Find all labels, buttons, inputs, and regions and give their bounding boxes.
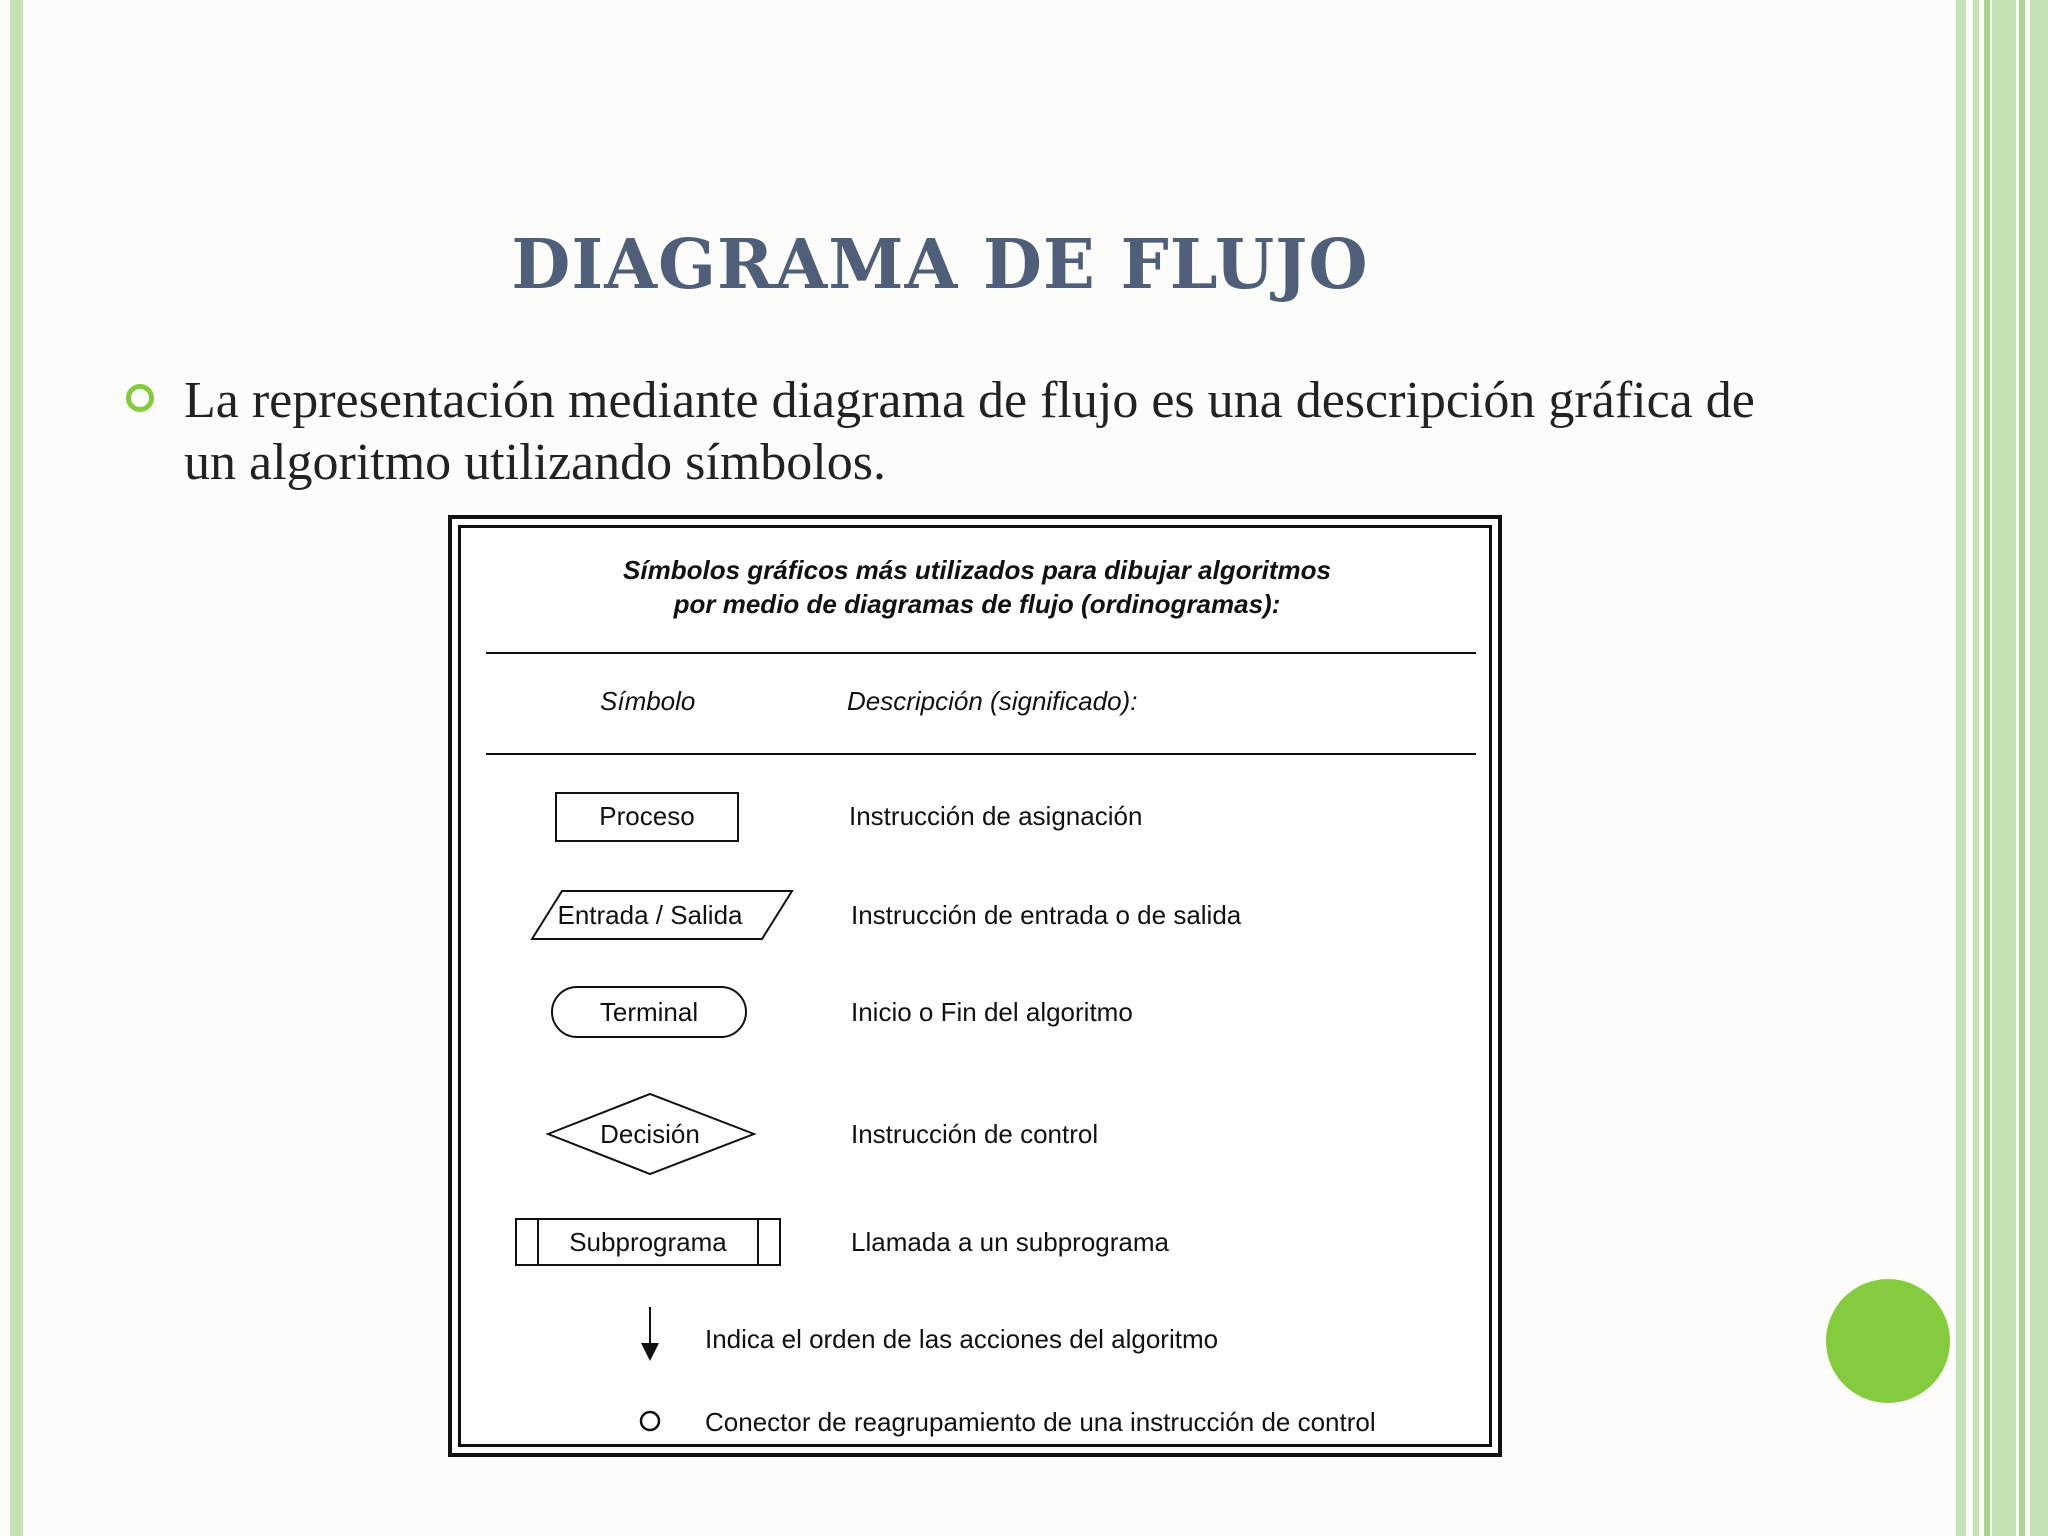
- figure-heading-line1: Símbolos gráficos más utilizados para dibujar algoritmos: [623, 555, 1331, 585]
- flowchart-symbols-figure: [448, 515, 1502, 1457]
- figure-drawing: [452, 519, 1498, 1453]
- symbol-label-input-output: Entrada / Salida: [557, 900, 743, 930]
- symbol-label-decision: Decisión: [600, 1119, 700, 1149]
- symbol-label-terminal: Terminal: [599, 997, 699, 1027]
- description-connector: Conector de reagrupamiento de una instrucción de control: [705, 1407, 1376, 1437]
- description-process: Instrucción de asignación: [849, 801, 1143, 831]
- description-terminal: Inicio o Fin del algoritmo: [851, 997, 1133, 1027]
- column-header-description: Descripción (significado):: [847, 686, 1138, 716]
- bullet-text: La representación mediante diagrama de flujo es una descripción gráfica de un algoritmo utilizando símbolos.: [184, 372, 1755, 491]
- connector-circle-icon: [641, 1412, 659, 1430]
- column-header-symbol: Símbolo: [600, 686, 696, 716]
- description-input-output: Instrucción de entrada o de salida: [851, 900, 1242, 930]
- arrow-down-icon: [641, 1307, 659, 1361]
- description-decision: Instrucción de control: [851, 1119, 1099, 1149]
- figure-heading-line2: por medio de diagramas de flujo (ordinogramas):: [673, 589, 1281, 619]
- description-subprogram: Llamada a un subprograma: [851, 1227, 1169, 1257]
- symbol-label-subprogram: Subprograma: [569, 1227, 727, 1257]
- right-decorative-stripes: [1956, 0, 2048, 1536]
- green-circle-decoration: [1826, 1279, 1950, 1403]
- bullet-icon: [126, 384, 154, 412]
- description-arrow: Indica el orden de las acciones del algoritmo: [705, 1324, 1219, 1354]
- symbol-label-process: Proceso: [599, 801, 695, 831]
- slide-title: DIAGRAMA DE FLUJO: [511, 225, 1369, 305]
